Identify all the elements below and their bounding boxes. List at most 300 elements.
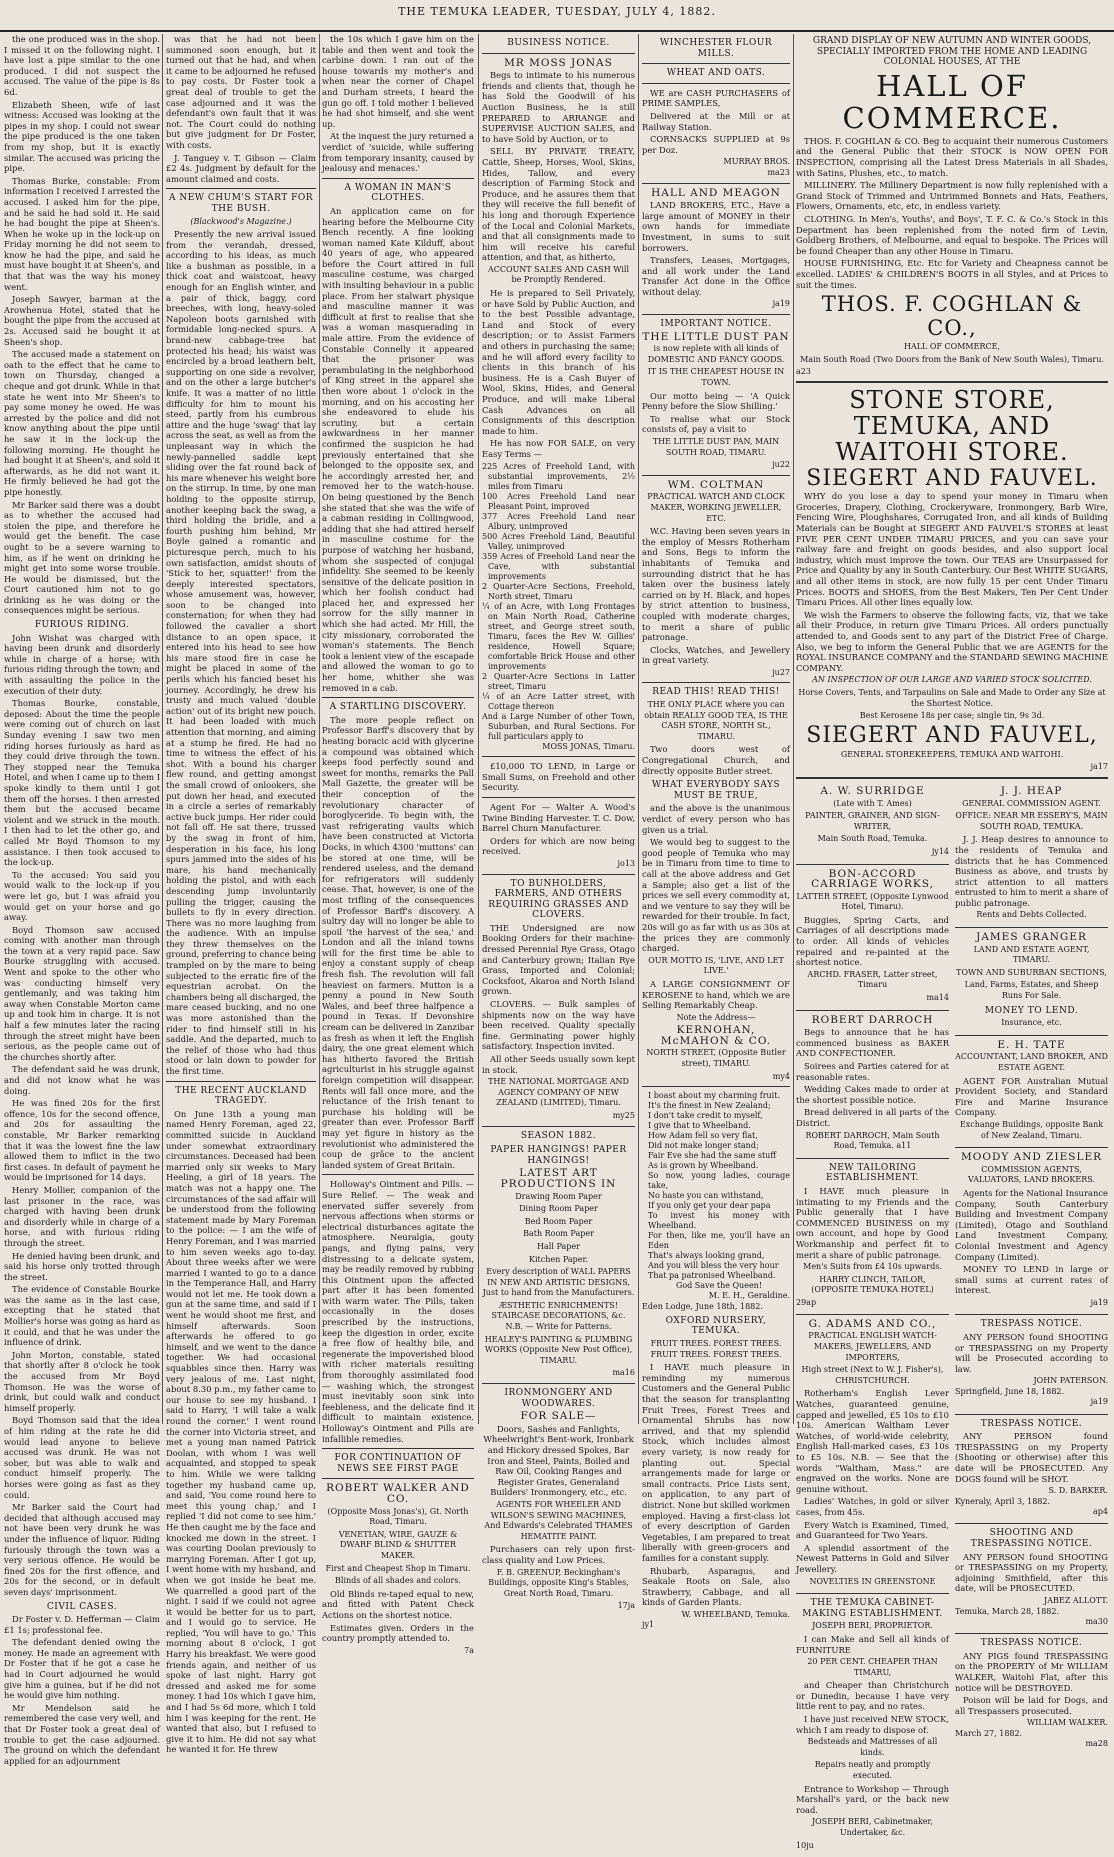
ad-line: PAINTER, GRAINER, AND SIGN-WRITER,: [805, 811, 940, 831]
divider: [955, 1035, 1108, 1036]
ad-line: Temuka, March 28, 1882.: [955, 1606, 1060, 1616]
ad-title: MR MOSS JONAS: [504, 56, 613, 69]
list-item: ¼ of an Acre, with Long Frontages on Main North Road, Catherine street, and George street south, Timaru, faces the Rev W. Gillies' residence, Howell Square; comfortable Brick House and other improvements: [482, 601, 635, 671]
poem-line: If you only get your dear papa: [648, 1201, 771, 1211]
ad-title: FOR SALE—: [520, 1410, 597, 1423]
column-5: [642, 34, 790, 1630]
ad-text: Note the Address—: [676, 1012, 756, 1022]
ad-line: MONEY TO LEND in large or small sums at current rates of interest.: [955, 1264, 1108, 1296]
ad-text: Orders for which are now being received.: [482, 835, 635, 857]
paragraph: The defendant said he was drunk, and did not know what he was doing.: [4, 1064, 160, 1096]
poem-line: For then, like me, you'll have an Eden: [648, 1231, 790, 1251]
ad-line: HARRY CLINCH, TAILOR, (OPPOSITE TEMUKA HOTEL): [811, 1274, 934, 1295]
list-item: 359 Acres of Freehold Land near the Cave, with substantial improvements: [482, 551, 635, 581]
paragraph: John Wishat was charged with having been drunk and disorderly while in charge of a horse; with furious riding through the town; and with assaulting the police in the execution of their duty.: [4, 632, 160, 696]
ad-signature: F. B. GREENUP, Beckingham's Buildings, opposite King's Stables, Great North Road, Timaru.: [488, 1567, 629, 1598]
advertisement: [796, 1015, 949, 1152]
siegert-title-2: SIEGERT AND FAUVEL,: [806, 722, 1098, 748]
ad-line: High street (Next to W. J. Fisher's), CHRISTCHURCH.: [801, 1365, 944, 1385]
advertisement: [955, 786, 1108, 921]
ad-line: Estimates given. Orders in the country promptly attended to.: [322, 1622, 474, 1644]
divider: [796, 1593, 949, 1594]
ad-title: E. H. TATE: [997, 1038, 1066, 1051]
land-list: [482, 462, 635, 742]
ad-text: CLOVERS. — Bulk samples of shipments now on the way have been received. Quality specially fine. Germinating power highly satisfactory. Inspection invited.: [482, 999, 635, 1052]
article-title: A NEW CHUM'S START FOR THE BUSH.: [168, 193, 313, 214]
ad-line: Bread delivered in all parts of the District.: [796, 1107, 949, 1128]
ad-title: MOODY AND ZIESLER: [960, 1151, 1103, 1164]
ad-line: MONEY TO LEND.: [984, 1005, 1079, 1016]
paragraph: John Morton, constable, stated that shortly after 8 o'clock he took the accused from Mr Boyd Thomson. He was the worse of drink, but could walk and conduct himself properly.: [4, 1349, 160, 1413]
ad-line: Repairs neatly and promptly executed.: [814, 1760, 931, 1781]
paragraph: Mr Mendelson said he remembered the case very well, and that Dr Foster took a great deal of trouble to get the case adjourned. The ground on which the defendant applied for an adjournment: [4, 1702, 160, 1766]
ad-line: J. J. Heap desires to announce to the residents of Temuka and districts that he has Commenced Business as above, and trusts by strict attention to all matters entrusted to him to merit a share of public patronage.: [955, 834, 1108, 908]
ad-line: Insurance, etc.: [1001, 1018, 1062, 1028]
ad-line: Bed Room Paper: [524, 1216, 593, 1226]
paragraph: Mr Barker said there was a doubt as to whether the accused had stolen the pipe, and therefore he would get the benefit. The case ought to be a severe warning to him, as if he went on drinking he might get into some worse trouble. He would be dismissed, but the Court cautioned him not to go drinking as he was doing or the consequences might be serious.: [4, 499, 160, 616]
ad-signature: WILLIAM WALKER.: [1027, 1718, 1108, 1728]
ad-line: Blinds of all shades and colors.: [335, 1576, 461, 1586]
poem-line: I don't take credit to myself,: [648, 1111, 763, 1121]
ad-text: Two doors west of Congregational Church, and directly opposite Butler street.: [642, 744, 790, 776]
poem-line: I give that to Wheelband.: [648, 1121, 751, 1131]
ad-title: J. J. HEAP: [1000, 784, 1063, 797]
divider: [482, 53, 635, 54]
ad-text: Delivered at the Mill or at Railway Station.: [642, 110, 790, 132]
divider: [955, 1414, 1108, 1415]
divider: [955, 1147, 1108, 1148]
ad-line: Drawing Room Paper: [515, 1191, 602, 1201]
advertisement-text: Holloway's Ointment and Pills. — Sure Relief. — The weak and enervated suffer severely from nervous affections when storms or electrical disturbances agitate the atmosphere. Neuralgia, gouty pangs, and flying pains, very distressing to a delicate system, may be readily removed by rubbing this Ointment upon the affected part after it has been fomented with warm water. The Pills, taken occasionally in the doses prescribed by the instructions, keep the digestion in order, excite a free flow of healthy bile, and regenerate the impoverished blood with richer materials resulting from thoroughly assimilated food — washing which, the strongest must inevitably soon sink into feebleness, and the delicate find it difficult to maintain existence. Holloway's Ointment and Pills are infallible remedies.: [322, 1179, 474, 1444]
ad-title: KERNOHAN, McMAHON & CO.: [660, 1024, 772, 1047]
ad-title: TRESPASS NOTICE.: [980, 1418, 1083, 1429]
ad-code: ma14: [926, 993, 949, 1003]
divider: [482, 797, 635, 798]
divider: [642, 83, 790, 84]
continuation-note: FOR CONTINUATION OF NEWS SEE FIRST PAGE: [334, 1453, 462, 1474]
ad-line: AGENT FOR Australian Mutual Provident Society, and Standard Fire and Marine Insurance Company.: [955, 1075, 1108, 1118]
ad-text: LAND BROKERS, ETC., Have a large amount of MONEY in their own hands for immediate Investment, in sums to suit borrowers.: [642, 200, 790, 253]
poem-line: To invest his money with Wheelband.: [648, 1211, 790, 1231]
divider: [796, 1158, 949, 1159]
ad-line: ROBERT DARROCH, Main South Road, Temuka. a11: [805, 1130, 940, 1151]
ad-code: my25: [612, 1110, 635, 1120]
ad-text: All other Seeds usually sown kept in stock.: [482, 1054, 635, 1075]
ad-title: SEASON 1882.: [520, 1130, 597, 1141]
ad-line: Kyneraly, April 3, 1882.: [955, 1496, 1051, 1506]
ad-line: Every Watch is Examined, Timed, and Guaranteed for Two Years.: [796, 1519, 949, 1541]
divider: [796, 1010, 949, 1011]
article-title: THE RECENT AUCKLAND TRAGEDY.: [175, 1085, 307, 1107]
ad-text: Doors, Sashes and Fanlights, Wheelwright's Bent-work, Ironbark and Hickory dressed Spokes, Bar Iron and Steel, Paints, Boiled and Raw Oil, Cooking Ranges and Register Grates, Generaland Builders' Ironmongery, etc., etc.: [483, 1423, 634, 1498]
section-heading: CIVIL CASES.: [46, 1601, 118, 1612]
ad-code: a23: [796, 367, 811, 377]
ad-title: HALL AND MEAGON: [651, 186, 781, 199]
ad-code: 17ja: [617, 1601, 635, 1611]
divider: [482, 1126, 635, 1127]
divider: [796, 1314, 949, 1315]
masthead-title: THE TEMUKA LEADER, TUESDAY, JULY 4, 1882.: [398, 5, 716, 18]
divider: [482, 1383, 635, 1384]
ad-line: ARCHD. FRASER, Latter street, Timaru: [807, 969, 938, 990]
ad-text: Clocks, Watches, and Jewellery in great variety.: [642, 644, 790, 666]
ad-text: ACCOUNT SALES AND CASH Will be Promptly Rendered.: [487, 264, 630, 285]
ad-code: ma16: [612, 1368, 635, 1378]
ad-code: ja19: [772, 299, 790, 309]
column-2: [166, 34, 316, 1755]
ad-line: Poison will be laid for Dogs, and all Trespassers prosecuted.: [955, 1695, 1108, 1716]
poem: [642, 1091, 790, 1291]
paragraph: Thomas Bourke, constable, deposed: About the time the people were coming out of church on last Sunday evening I saw two men riding horses furiously as hard as they could drive through the town. They stopped near the Temuka Hotel, and when I came up to them I spoke kindly to them until I got them off the horses. I then arrested them but the accused became violent and we struck in the mouth. I then had to let the other go, and called Mr Boyd Thomson to my assistance. I then took accused to the lock-up.: [4, 698, 160, 868]
paragraph: Boyd Thomson said that the idea of him riding at the rate he did would lead anyone to believe accused was drunk. He was not sober, but was able to walk and conduct himself properly. The horses were going as fast as they could.: [4, 1415, 160, 1500]
ad-text: HOUSE FURNISHING, Etc. Etc for Variety and Cheapness cannot be excelled. LADIES' & CHILDREN'S BOOTS in all Styles, and at Prices to suit the times.: [796, 258, 1108, 290]
paragraph: An application came on for hearing before the Melbourne City Bench recently. A fine looking woman named Kate Kilduff, about 40 years of age, who appeared before the Court attired in full masculine costume, was charged with insulting behaviour in a public place. From her stalwart physique and masculine manner it was difficult at first to realise that she was a woman masquerading in male attire. From the evidence of Constable Connelly it appeared that the prisoner was perambulating in the neighborhood of King street in the apparel she then wore about 1 o'clock in the morning, and on his accosting her she endeavored to elude his scrutiny, but a certain awkwardness in her manner confirmed the suspicion he had previously entertained that she belonged to the opposite sex, and he accordingly arrested her, and removed her to the watch-house. On being questioned by the Bench she stated that she was the wife of a cabman residing in Collingwood, adding that she had attired herself in masculine costume for the purpose of watching her husband, whom she suspected of conjugal infidelity. She seemed to be keenly sensitive of the delicate position in which her foolish conduct had placed her, and expressed her sorrow for the silly manner in which she had acted. Mr Hill, the city missionary, corroborated the woman's statements. The Bench took a lenient view of the escapade and allowed the woman to go to her home, whither she was removed in a cab.: [322, 205, 474, 693]
paragraph: The defendant denied owing the money. He made an agreement with Dr Foster that if he got a case he had in Court adjourned he would give him a guinea, but if he did not he would give him nothing.: [4, 1637, 160, 1701]
divider: [955, 927, 1108, 928]
ad-line: Soirees and Parties catered for at reasonable rates.: [796, 1061, 949, 1082]
ad-text: Agent For — Walter A. Wood's Twine Binding Harvester. T. C. Dow, Barrel Churn Manufacturer.: [482, 801, 635, 834]
ad-signature: JOHN PATERSON.: [1033, 1376, 1108, 1386]
poem-line: I boast about my charming fruit.: [648, 1091, 780, 1101]
ad-title: READ THIS! READ THIS!: [652, 687, 780, 698]
ad-line: (Late with T. Ames): [833, 798, 912, 808]
ad-code: jy1: [642, 1620, 655, 1630]
ad-title: WHAT EVERYBODY SAYS MUST BE TRUE,: [651, 780, 781, 801]
ad-code: ja19: [1090, 1297, 1108, 1307]
ad-line: ANY PIGS found TRESPASSING on the PROPERTY of Mr WILLIAM WALKER, Waitohi Flat, after this notice will be DESTROYED.: [955, 1650, 1108, 1693]
ad-code: 10ju: [796, 1840, 814, 1850]
ad-line: VENETIAN, WIRE, GAUZE & DWARF BLIND & SHUTTER MAKER.: [338, 1529, 458, 1560]
ad-text: ÆSTHETIC ENRICHMENTS! STAIRCASE DECORATIONS, &c. N.B. — Write for Patterns.: [491, 1300, 626, 1332]
ad-line: PRACTICAL ENGLISH WATCH-MAKERS, JEWELLERS, AND IMPORTERS,: [808, 1331, 937, 1362]
ad-line: JOSEPH BERI, PROPRIETOR.: [812, 1621, 933, 1631]
paragraph: J. Tanguey v. T. Gibson — Claim £2 4s. Judgment by default for the amount claimed and costs.: [166, 152, 316, 184]
ad-text: He has now FOR SALE, on very Easy Terms —: [482, 438, 635, 459]
column-rule: [319, 34, 320, 1424]
ad-signature: MURRAY BROS.: [723, 157, 790, 167]
divider: [322, 1174, 474, 1175]
ad-title: NEW TAILORING ESTABLISHMENT.: [825, 1162, 920, 1184]
paragraph: Thomas Burke, constable: From information I received I arrested the accused. I asked him for the pipe, and he said he had sold it. He said he had bought the pipe at Sheen's. When he woke up in the lock-up on Friday morning he did not seem to know he had the pipe, and said he must have bought it at Sheen's, and that that was the way his money went.: [4, 175, 160, 292]
ad-text: THE Undersigned are now Booking Orders for their machine-dressed Perennial Rye Grass, Otago and Canterbury grown; Italian Rye Grass, Imported and Colonial; Cocksfoot, Akaroa and North Island grown.: [482, 922, 635, 997]
list-item: ¼ of an Acre Latter street, with Cottage thereon: [482, 691, 635, 711]
ad-line: ANY PERSON found TRESPASSING on my Property (Shooting or otherwise) after this date will be PROSECUTED. Any DOGS found will be SHOT.: [955, 1431, 1108, 1484]
trespass-notice: [955, 1419, 1108, 1518]
ad-text: Rhubarb, Asparagus, and Seakale Roots on Sale, also Strawberry, Cabbage, and all kinds of Garden Plants.: [642, 1565, 790, 1608]
poem-line: How Adam fell so very flat,: [648, 1131, 758, 1141]
coghlan-title: THOS. F. COGHLAN & CO.,: [821, 292, 1083, 341]
divider: [642, 314, 790, 315]
siegert-title: SIEGERT AND FAUVEL.: [806, 466, 1098, 492]
divider: [166, 188, 316, 189]
divider: [482, 756, 635, 757]
ad-line: Bedsteads and Mattresses of all kinds.: [807, 1737, 938, 1757]
ad-title: SHOOTING AND TRESPASSING NOTICE.: [970, 1528, 1093, 1549]
ad-text: Best Kerosene 18s per case; single tin, 9s 3d.: [859, 711, 1045, 721]
article-source: (Blackwood's Magazine.): [190, 216, 292, 226]
ad-line: JOSEPH BERI, Cabinetmaker, Undertaker, &c.: [811, 1817, 934, 1837]
ad-line: Main South Road, Temuka.: [817, 834, 928, 844]
ad-subtitle: PRACTICAL WATCH AND CLOCK MAKER, WORKING JEWELLER, ETC.: [647, 492, 785, 523]
paragraph: On June 13th a young man named Henry Foreman, aged 22, committed suicide in Auckland under somewhat extraordinary circumstances. Deceased had been married only six weeks to Mary Heeling, a girl of 18 years. The match was not a happy one. The circumstances of the sad affair will be understood from the following statement made by Mary Foreman to the police: — I am the wife of Henry Foreman, and I was married to him seven weeks ago to-day. About three weeks after we were married I wanted to go to a dance in the Temperance Hall, and Harry would not let me. He took down a gun at the same time, and said if I went he would shoot me first, and himself afterwards. Soon afterwards he offered to go himself, and we went to the dance together. We had occasional squabbles since then. Harry was very jealous of me. Last night, about 8.30 p.m., my father came to our house to see my husband. I said to Harry, 'I will take a walk round the corner.' I went round the corner into Victoria street, and met a young man named Patrick Doolan, with whom I was well acquainted, and stopped to speak to him. While we were talking together my husband came up, and said, 'You come round here to meet this young chap,' and I replied 'I did not come to see him.' He then caught me by the face and knocked me down in the street. I was courting Doolan previously to marrying Foreman. After I got up, I went home with my husband, and when we got inside he beat me. We quarrelled a good part of the night. I said if we could not agree it would be better for us to part, and I would go to service. He replied, 'You will have to go.' This morning about 8 o'clock, I got Harry his breakfast. We were good friends again, and neither of us spoke of last night. Harry got dressed and asked me for some money. I had 10s which I gave him, and I had 5s 6d more, which I told him I was keeping for the rent. He wanted that also, but I refused to give it to him. He did not say what he wanted it for. He threw: [166, 1108, 316, 1755]
ad-line: OFFICE: NEAR MR ESSERY'S, MAIN SOUTH ROAD, TEMUKA.: [955, 811, 1108, 831]
ad-text: We wish the Farmers to observe the following facts, viz, that we take all their Produce, in return give Timaru Prices. All orders punctually attended to, and Goods sent to any part of the District Free of Charge. Also, we beg to inform the General Public that we are AGENTS for the ROYAL INSURANCE COMPANY and the STANDARD SEWING MACHINE COMPANY.: [796, 609, 1108, 673]
column-rule: [478, 34, 479, 1424]
advertisement-walker: [322, 1483, 474, 1656]
divider: [642, 1086, 790, 1087]
ad-title: OXFORD NURSERY, TEMUKA.: [665, 1315, 767, 1337]
article-title: A WOMAN IN MAN'S CLOTHES.: [344, 182, 452, 204]
ad-title: THE LITTLE DUST PAN: [642, 330, 790, 343]
ad-line: Ladies' Watches, in gold or silver cases, from 45s.: [796, 1496, 949, 1517]
ad-line: Men's Suits from £4 10s upwards.: [803, 1262, 942, 1272]
ad-line: Begs to announce that he has commenced business as BAKER AND CONFECTIONER.: [796, 1027, 949, 1059]
ad-code: ja19: [1090, 1397, 1108, 1407]
ad-title: JAMES GRANGER: [976, 931, 1087, 944]
ad-line: ANY PERSON found SHOOTING or TRESPASSING on my Property, adjoining Smithfield, after this date, will be PROSECUTED.: [955, 1551, 1108, 1594]
ad-title: LATEST ART PRODUCTIONS IN: [500, 1167, 617, 1190]
trespass-notice: [955, 1528, 1108, 1627]
column-6: [796, 34, 1108, 1850]
paragraph: the one produced was in the shop. I missed it on the following night. I have lost a pipe similar to the one produced. I did not suspect the accused. The value of the pipe is 8s 6d.: [4, 34, 160, 97]
paragraph: Presently the new arrival issued from the verandah, dressed, according to his ideas, as much like a bushman as possible, in a thick coat and waistcoat, heavy enough for an English winter, and a pair of thick, baggy, cord breeches, with long, heavy-soled Napoleon boots garnished with formidable long-necked spurs. A brand-new cabbage-tree hat protected his head; his waist was encircled by a broad leathern belt, supporting on one side a revolver, and on the other a large butcher's knife. It was a matter of no little difficulty for him to mount his steed, partly from his cumbrous attire and the huge 'swag' that lay across the seat, as well as from the unpleasant way in which the newly-pannelled saddle kept sliding over the fat round back of his mare whenever his weight bore on the stirrup. In time, by one man holding to the opposite stirrup, another keeping back the swag, a third holding the bridle, and a fourth pushing him behind, Mr Boyle gained a romantic and picturesque perch, much to his own satisfaction, amidst shouts of 'Stick to her, squatter!' from the deeply interested spectators, whose amusement was, however, soon to be changed into consternation; for when they had followed the cavalier a short distance to an open space, it entered into his head to see how his mare stood fire in case he might be placed in some of the perils which his fancied beset his journey. Accordingly, he drew his trusty and much valued 'double action' out of its bright new pouch. It had been loaded with much attention that morning, and aiming at a stump he fired. He had no time to witness the effect of his shot. With a bound his charger flew round, and getting amongst the small crowd of onlookers, she put down her head, and executed in a circle a series of remarkably active buck jumps. Her rider could not fall off. He sat there, trussed by the swag in front of him, desperation in his face, his long spurs jammed into the sides of his mare, his hand mechanically holding the pistol, and with each descending jump involuntarily pulling the trigger, causing the bullets to fly in every direction. There was no more laughing from the audience. With an impulse they threw themselves on the ground, preferring to chance being trampled on by the mare to being subjected to the erratic fire of the equestrian acrobat. On the chambers being all discharged, the mare ceased bucking, and no one was more astonished than the rider to find himself still in his saddle. And the departed, much to the relief of those who had thus stood or lain down to powder for the first time.: [166, 229, 316, 1076]
list-item: 2 Quarter-Acre Sections in Latter street, Timaru: [482, 671, 635, 691]
ad-title: A. W. SURRIDGE: [820, 784, 925, 797]
ad-title: FRUIT TREES. FOREST TREES. FRUIT TREES. FOREST TREES.: [650, 1339, 782, 1359]
poem-line: God Save the Queen!: [675, 1281, 763, 1291]
column-4: [482, 34, 635, 1611]
paragraph: The accused made a statement on oath to the effect that he came to town on Thursday, changed a cheque and got drunk. While in that state he went into Mr Sheen's to pay some money he owed. He was arrested by the police and did not know anything about the pipe until he saw it in the lock-up the following morning. He thought he had bought it at Sheen's, and sold it afterwards, as he did not want it. He firmly believed he had got the pipe honestly.: [4, 349, 160, 497]
ad-line: Springfield, June 18, 1882.: [955, 1387, 1065, 1397]
ad-line: Kitchen Paper.: [529, 1254, 588, 1264]
ad-line: LAND AND ESTATE AGENT, TIMARU.: [973, 944, 1090, 965]
ad-code: ju22: [772, 460, 790, 470]
list-item: 377 Acres Freehold Land near Albury, unimproved: [482, 511, 635, 531]
list-item: 500 Acres Freehold Land, Beautiful Valley, unimproved: [482, 531, 635, 551]
ad-text: We would beg to suggest to the good people of Temuka who may be in Timaru from time to time to call at the above address and Get a Sample; also get a list of the prices we sell every commodity at, and we venture to say they will be rewarded for their trouble. In fact, 20s will go as far with us as 30s at the prices they are commonly charged.: [642, 837, 790, 954]
divider: [955, 1523, 1108, 1524]
stone-store-title: STONE STORE, TEMUKA, AND WAITOHI STORE.: [835, 386, 1069, 467]
ad-line: Rotherham's English Lever Watches, guaranteed genuine, capped and jewelled, £5 10s to £10 10s. American Waltham Lever Watches, of world-wide celebrity, English Hall-marked cases, £3 10s to £5 10s. N.B. — See that the words "Waltham, Mass." are engraved on the works. None are genuine without.: [796, 1388, 949, 1494]
ad-line: Rents and Debts Collected.: [976, 910, 1087, 920]
ad-title: G. ADAMS AND CO.,: [808, 1317, 937, 1330]
divider: [796, 777, 1108, 779]
ad-text: AN INSPECTION OF OUR LARGE AND VARIED STOCK SOLICITED.: [812, 675, 1092, 685]
poem-date: Eden Lodge, June 18th, 1882.: [642, 1301, 763, 1311]
ad-subtitle: GENERAL STOREKEEPERS, TEMUKA AND WAITOHI.: [840, 749, 1064, 759]
ad-line: Hall Paper: [537, 1241, 580, 1251]
ad-title: TRESPASS NOTICE.: [980, 1319, 1083, 1330]
divider: [955, 1314, 1108, 1315]
ad-signature: THE NATIONAL MORTGAGE AND AGENCY COMPANY OF NEW ZEALAND (LIMITED), Timaru.: [488, 1077, 629, 1108]
ad-line: ACCOUNTANT, LAND BROKER, AND ESTATE AGENT.: [955, 1052, 1108, 1072]
paragraph: the 10s which I gave him on the table and then went and took the carbine down. I ran out of the house towards my mother's and when near the corner of Chapel and Durham streets, I heard the gun go off. I told mother I believed he had shot himself, and she went up.: [322, 34, 474, 129]
ad-text: and the above is the unanimous verdict of every person who has given us a trial.: [642, 803, 790, 835]
ad-text: SELL BY PRIVATE TREATY, Cattle, Sheep, Horses, Wool, Skins, Hides, Tallow, and every description of Farming Stock and Produce, and he assures them that they will receive the full benefit of his long and thorough Experience of the Local and Colonial Markets, and that all consignments made to him will receive his careful attention, and that, as hitherto,: [482, 146, 635, 263]
ad-text: Our motto being — 'A Quick Penny before the Slow Shilling.': [642, 390, 790, 412]
trespass-notice: [955, 1638, 1108, 1749]
ad-line: TOWN AND SUBURBAN SECTIONS,: [956, 967, 1107, 977]
column-rule: [793, 34, 794, 1424]
ad-title: TO BUNHOLDERS, FARMERS, AND OTHERS REQUIRING GRASSES AND CLOVERS.: [488, 878, 629, 921]
advertisement: [955, 1152, 1108, 1308]
hall-of-commerce-title: HALL OF COMMERCE.: [842, 68, 1062, 135]
ad-title: IMPORTANT NOTICE.: [660, 319, 772, 330]
column-1: [4, 34, 160, 1766]
poem-line: Did not make longer stand;: [648, 1141, 759, 1151]
ad-header: GRAND DISPLAY OF NEW AUTUMN AND WINTER GOODS, SPECIALLY IMPORTED FROM THE HOME AND LEADING COLONIAL HOUSES, AT THE: [812, 36, 1092, 68]
ad-text: I HAVE much pleasure in reminding my numerous Customers and the General Public that the season for transplanting Fruit Trees, Forest Trees and Ornamental Shrubs has now arrived, and that my splendid Stock, which includes almost every variety, is now ready for planting out. Special arrangements made for large or small contracts. Price Lists sent, on application, to any part of district. None but skilled workmen employed. Having a first-class lot of every description of Garden Vegetables, I am prepared to treat liberally with green-grocers and families for a constant supply.: [642, 1362, 790, 1563]
advertisement: [796, 1163, 949, 1308]
ad-text: is now replete with all kinds of DOMESTIC AND FANCY GOODS.: [647, 344, 785, 364]
divider: [482, 874, 635, 875]
ad-subtitle: HALL OF COMMERCE,: [903, 342, 1000, 352]
ad-text: AGENTS FOR WHEELER AND WILSON'S SEWING MACHINES, And Edwards's Celebrated THAMES HEMATITE PAINT.: [484, 1499, 633, 1541]
ad-line: First and Cheapest Shop in Timaru.: [325, 1563, 471, 1573]
small-ads: [796, 783, 1108, 1857]
advertisement: [796, 1598, 949, 1850]
ad-text: THOS. F. COGHLAN & CO. Beg to acquaint their numerous Customers and the General Public that their STOCK is NOW OPEN FOR INSPECTION, comprising all the Latest Dress Materials in all Shades, with Satins, Plushes, etc., to match.: [796, 135, 1108, 178]
masthead: [0, 0, 1114, 32]
ad-code: 7a: [464, 1645, 474, 1655]
paragraph: was that he had not been summoned soon enough, but it turned out that he had, and when it came to be adjourned he refused to pay costs. Dr Foster took a great deal of trouble to get the case adjourned and it was the defendant's own fault that it was not. The Court could do nothing but give judgment for Dr Foster, with costs.: [166, 34, 316, 150]
paragraph: Boyd Thomson saw accused coming with another man through the town at a very rapid pace. Saw Bourke struggling with accused. Went and spoke to the other who was conducting himself very gentlemanly, and was taking him away when Constable Morton came up and took him in charge. It is not half a few minutes later the racing through the street might have been serious, as the people came out of the churches shortly after.: [4, 924, 160, 1062]
ad-line: I can Make and Sell all kinds of FURNITURE: [796, 1633, 949, 1655]
poem-signature: M. E. H., Geraldine.: [708, 1291, 790, 1301]
list-item: 2 Quarter-Acre Sections, Freehold, North street, Timaru: [482, 581, 635, 601]
divider: [796, 864, 949, 865]
ad-signature: W. WHEELBAND, Temuka.: [681, 1609, 790, 1619]
ad-text: THE ONLY PLACE where you can obtain REALLY GOOD TEA, IS THE CASH STORE, NORTH St., TIMARU.: [644, 700, 788, 741]
ad-signature: MOSS JONAS, Timaru.: [542, 741, 635, 751]
ad-line: Exchange Buildings, opposite Bank of New Zealand, Timaru.: [959, 1119, 1104, 1140]
paragraph: At the inquest the jury returned a verdict of 'suicide, while suffering from temporary insanity, caused by jealousy and menaces.': [322, 131, 474, 174]
ad-line: NOVELTIES IN GREENSTONE: [809, 1576, 936, 1586]
divider: [322, 1478, 474, 1479]
paragraph: Mr Barker said the Court had decided that although accused may not have been very drunk he was under the influence of liquor. Riding furiously through the town was a very serious offence. He would be fined 20s for the first offence, and 20s for the second, or in default seven days' imprisonment.: [4, 1502, 160, 1597]
advertisement: [955, 932, 1108, 1029]
divider: [322, 1448, 474, 1449]
paragraph: To the accused: You said you would walk to the lock-up if you were let go, but I was afraid you would get on your horse and go away.: [4, 869, 160, 923]
section-heading: BUSINESS NOTICE.: [507, 38, 610, 48]
ad-text: CLOTHING. In Men's, Youths', and Boys', T. F. C. & Co.'s Stock in this Department has been replenished from the noted firm of Levin, Goldberg Brothers, of Melbourne, and equal to bespoke. The Prices will be found Cheaper than any other House in Timaru.: [796, 213, 1108, 256]
ad-code: ma28: [1085, 1738, 1108, 1748]
ad-line: and Cheaper than Christchurch or Dunedin, because I have very little rent to pay, and no rates.: [796, 1680, 949, 1712]
ad-line: (Opposite Moss Jonas's), Gt. North Road, Timaru.: [327, 1506, 469, 1527]
ad-text: OUR MOTTO IS, 'LIVE, AND LET LIVE.': [648, 955, 784, 976]
ad-signature: S. D. BARKER.: [1048, 1486, 1108, 1496]
ad-text: To realise what our Stock consists of, pay a visit to: [642, 413, 790, 435]
small-ads-left: [796, 783, 949, 1857]
ad-line: Entrance to Workshop — Through Marshall's yard, or the back new road.: [796, 1783, 949, 1815]
ad-code: ju27: [772, 667, 790, 677]
paragraph: The evidence of Constable Bourke was the same as in the last case, excepting that he stated that Mollier's horse was going as hard as it could, and that he was under the influence of drink.: [4, 1284, 160, 1348]
paragraph: Joseph Sawyer, barman at the Arowhenua Hotel, stated that he bought the pipe from the accused at 2s. Accused said he bought it at Sheen's shop.: [4, 294, 160, 347]
divider: [642, 183, 790, 184]
ad-line: Bath Room Paper: [523, 1229, 594, 1239]
ad-text: W.C. Having been seven years in the employ of Messrs Rotherham and Sons, Begs to inform the inhabitants of Temuka and surrounding district that he has taken over the business lately carried on by H. Black, and hopes by strict attention to business, coupled with moderate charges, to merit a share of public patronage.: [642, 526, 790, 643]
poem-line: No haste you can withstand,: [648, 1191, 764, 1201]
ad-code: jo13: [617, 858, 635, 868]
ad-code: ma30: [1085, 1616, 1108, 1626]
advertisement: [955, 1040, 1108, 1141]
list-item: 225 Acres of Freehold Land, with substantial improvements, 2½ miles from Timaru: [482, 461, 635, 491]
ad-line: 20 PER CENT. CHEAPER THAN TIMARU,: [807, 1657, 938, 1677]
ad-title: BON-ACCORD CARRIAGE WORKS,: [811, 867, 934, 891]
paragraph: Dr Foster v. D. Hefferman — Claim £1 1s; professional fee.: [4, 1614, 160, 1635]
paragraph: Elizabeth Sheen, wife of last witness: Accused was looking at the pipes in my shop. I could not swear the pipe produced is the one taken from my shop, but it is exactly similar. The accused was pricing the pipe.: [4, 99, 160, 174]
ad-line: March 27, 1882.: [955, 1728, 1023, 1738]
ad-text: A LARGE CONSIGNMENT OF KEROSENE to hand, which we are Selling Remarkably Cheap.: [642, 978, 790, 1011]
ad-code: jy14: [931, 846, 949, 856]
poem-line: So now, young ladies, courage take,: [648, 1171, 790, 1191]
paragraph: The more people reflect on Professor Barff's discovery that by heating boracic acid with glycerine a compound was obtained which keeps food perfectly sound and sweet for months, remarks the Pall Mall Gazette, the greater will be their conception of the revolutionary character of boroglyceride. To begin with, the vast refrigerating vaults which have been constructed at Victoria Docks, in which 4300 'muttons' can be stored at one time, will be rendered useless, and the demand for refrigerators will suddenly cease. That, however, is one of the most trifling of the consequences of Professor Barff's discovery. A sultry day will no longer be able to spoil 'the harvest of the sea,' and London and all the inland towns will for the first time be able to enjoy a constant supply of cheap fresh fish. The revolution will fall heaviest on farmers. Mutton is a penny a pound in New South Wales, and beef three halfpence a pound in Texas. If Devonshire cream can be delivered in Zanzibar as fresh as when it left the English dairy, the one great element which has hitherto favored the British agriculturist in his struggle against foreign competition will disappear. Rents will fall once more, and the reluctance of the Irish tenant to purchase his holding will be greater than ever. Professor Barff may yet figure in history as the revolutionist who administered the coup de grâce to the ancient landed system of Great Britain.: [322, 714, 474, 1170]
divider: [322, 178, 474, 179]
ad-title: WINCHESTER FLOUR MILLS.: [659, 38, 773, 59]
ad-title: WHEAT AND OATS.: [666, 68, 766, 79]
advertisement: [796, 869, 949, 1004]
ad-line: LATTER STREET, (Opposite Lynwood Hotel, Timaru).: [796, 891, 949, 912]
ad-code: 29ap: [796, 1297, 817, 1307]
poem-line: That pa patronised Wheelband.: [648, 1271, 776, 1281]
ad-line: I HAVE much pleasure in intimating to my Friends and the Public generally that I have COMMENCED BUSINESS on my own account, and hope by Good Workmanship and perfect fit to merit a share of public patronage.: [796, 1185, 949, 1260]
list-item: 100 Acres Freehold Land near Pleasant Point, improved: [482, 491, 635, 511]
column-3: [322, 34, 474, 1655]
ad-title: PAPER HANGINGS! PAPER HANGINGS!: [490, 1145, 627, 1166]
ad-text: £10,000 TO LEND, in Large or Small Sums, on Freehold and other Security.: [482, 761, 635, 793]
ad-title: ROBERT WALKER AND CO.: [326, 1482, 470, 1505]
ad-signature: THE LITTLE DUST PAN, MAIN SOUTH ROAD, TIMARU.: [652, 437, 780, 457]
ad-line: Buggies, Spring Carts, and Carriages of all descriptions made to order. All kinds of vehicles repaired and re-painted at the shortest notice.: [796, 914, 949, 968]
poem-line: As is grown by Wheelband.: [648, 1161, 759, 1171]
paragraph: Henry Mollier, companion of the last prisoner in the race, was charged with having been drunk and disorderly while in charge of a horse, and with furious riding through the street.: [4, 1184, 160, 1248]
ad-text: Every description of WALL PAPERS IN NEW AND ARTISTIC DESIGNS, Just to hand from the Manufacturers.: [482, 1267, 635, 1298]
ad-line: GENERAL COMMISSION AGENT.: [962, 798, 1101, 808]
section-heading: FURIOUS RIDING.: [34, 620, 130, 631]
divider: [642, 475, 790, 476]
advertisement: [796, 1319, 949, 1587]
ad-text: IT IS THE CHEAPEST HOUSE IN TOWN.: [647, 367, 785, 388]
ad-line: I have just received NEW STOCK, which I am ready to dispose of.: [796, 1714, 949, 1735]
ad-text: Transfers, Leases, Mortgages, and all work under the Land Transfer Act done in the Office without delay.: [642, 255, 790, 297]
column-rule: [638, 34, 639, 1424]
ad-code: ap4: [1093, 1506, 1108, 1516]
ad-title: THE TEMUKA CABINET-MAKING ESTABLISHMENT.: [802, 1598, 943, 1619]
ad-text: Horse Covers, Tents, and Tarpaulins on Sale and Made to Order any Size at the Shortest Notice.: [798, 687, 1106, 708]
divider: [796, 381, 1108, 383]
ad-address: Main South Road (Two Doors from the Bank of New South Wales), Timaru.: [800, 354, 1104, 364]
ad-text: Purchasers can rely upon first-class quality and Low Prices.: [482, 1544, 635, 1565]
ad-line: A splendid assortment of the Newest Patterns in Gold and Silver Jewellery.: [796, 1542, 949, 1574]
divider: [955, 1633, 1108, 1634]
poem-line: It's the finest in New Zealand;: [648, 1101, 771, 1111]
ad-line: Agents for the National Insurance Company, South Canterbury Building and Investment Company (Limited), Otago and Southland Land Investment Company, Colonial Investment and Agency Company (Limited).: [955, 1187, 1108, 1262]
poem-line: That's always looking grand,: [648, 1251, 765, 1261]
ad-signature: JABEZ ALLOTT.: [1044, 1595, 1108, 1605]
ad-title: IRONMONGERY AND WOODWARES.: [504, 1388, 613, 1409]
list-item: And a Large Number of other Town, Suburban, and Rural Sections. For full particulars apply to: [482, 711, 635, 741]
ad-text: MILLINERY. The Millinery Department is now fully replenished with a Grand Stock of Trimmed and Untrimmed Bonnets and Hats, Feathers, Flowers, Ornaments, etc, etc, in endless variety.: [796, 180, 1108, 212]
poem-line: Fair Eve she had the same stuff: [648, 1151, 776, 1161]
ad-code: ja17: [1090, 762, 1108, 772]
trespass-notice: [955, 1319, 1108, 1407]
ad-line: ANY PERSON found SHOOTING or TRESPASSING on my Property will be Prosecuted according to law.: [955, 1332, 1108, 1374]
ad-line: COMMISSION AGENTS, VALUATORS, LAND BROKERS.: [967, 1164, 1095, 1185]
ad-text: CORNSACKS SUPPLIED at 9s per Doz.: [642, 134, 790, 155]
poem-line: And you will bless the very hour: [648, 1261, 779, 1271]
ad-line: Old Blinds re-taped equal to new, and fitted with Patent Check Actions on the shortest notice.: [322, 1588, 474, 1620]
ad-text: WE are CASH PURCHASERS of PRIME SAMPLES,: [642, 87, 790, 109]
